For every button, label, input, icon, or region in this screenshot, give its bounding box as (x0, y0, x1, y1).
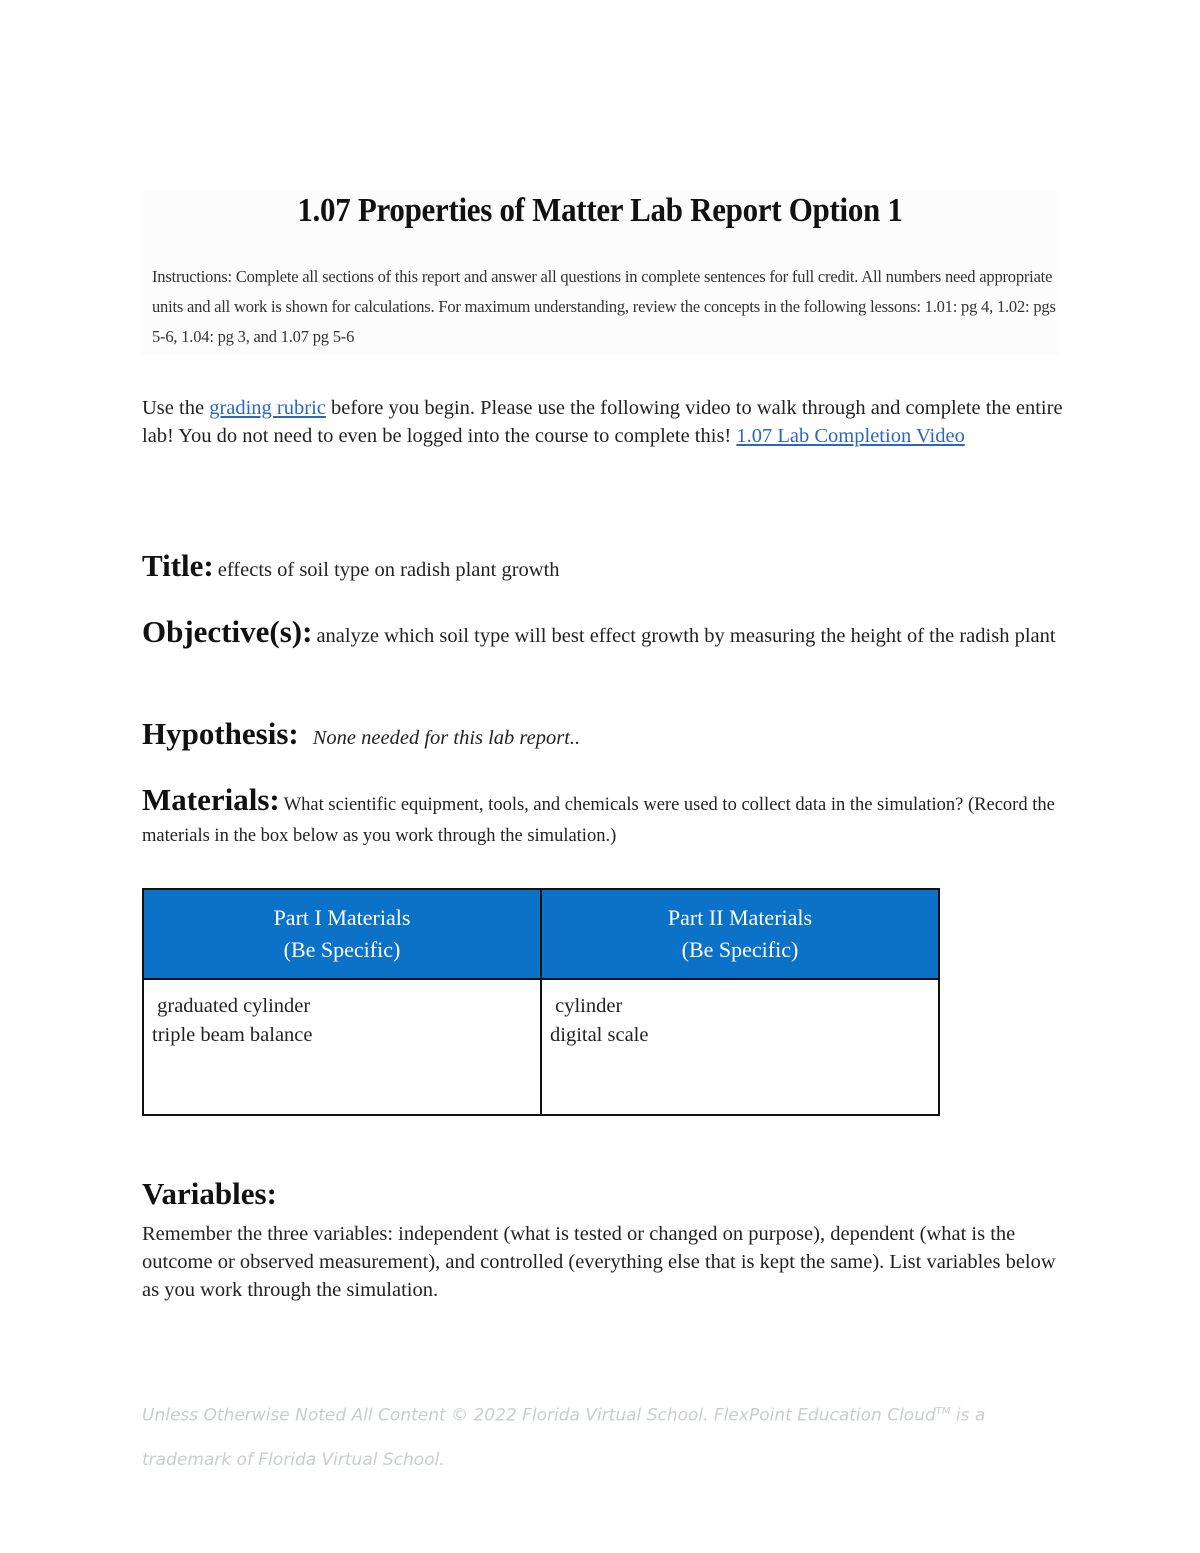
copyright-footer (142, 1390, 1042, 1482)
material-item: triple beam balance (152, 1024, 313, 1046)
material-item: graduated cylinder (152, 995, 311, 1017)
part-1-materials-cell[interactable] (143, 979, 541, 1115)
intro-paragraph (142, 394, 1072, 450)
material-item: digital scale (550, 1024, 649, 1046)
objective-section (142, 615, 1082, 654)
variables-text: Remember the three variables: independent (what is tested or changed on purpose), dependent (what is the outcome or observed measurement), and controlled (everything else that is kept the same). List variables below as you work through the simulation. (142, 1223, 1056, 1301)
header-line: (Be Specific) (681, 937, 799, 962)
variables-label: Variables: (142, 1176, 277, 1211)
material-item: cylinder (550, 995, 623, 1017)
instructions-text: Instructions: Complete all sections of this report and answer all questions in complete sentences for full credit. All numbers need appropriate units and all work is shown for calculations. For maximum understanding, review the concepts in the following lessons: 1.01: pg 4, 1.02: pgs 5-6, 1.04: pg 3, and 1.07 pg 5-6 (152, 267, 1056, 346)
grading-rubric-link[interactable]: grading rubric (209, 397, 326, 419)
materials-section (142, 784, 1082, 852)
part-1-header (143, 889, 541, 979)
hypothesis-label: Hypothesis: (142, 716, 299, 751)
materials-label: Materials: (142, 782, 280, 817)
header-banner (142, 190, 1058, 355)
objective-value: analyze which soil type will best effect growth by measuring the height of the radish plant (316, 625, 1056, 647)
header-line: (Be Specific) (283, 937, 401, 962)
title-section (142, 548, 1082, 590)
intro-text-middle: before you begin. Please use the following video to walk through and complete the entire lab! You do not need to even be logged into the course to complete this! (142, 397, 1063, 447)
header-line: Part I Materials (273, 905, 411, 930)
table-row (143, 979, 939, 1115)
materials-table (142, 888, 940, 1116)
part-2-materials-cell[interactable] (541, 979, 939, 1115)
hypothesis-value: None needed for this lab report.. (312, 727, 581, 749)
title-value: effects of soil type on radish plant growth (217, 559, 560, 581)
header-line: Part II Materials (667, 905, 813, 930)
hypothesis-section (142, 716, 1082, 758)
title-label: Title: (142, 548, 214, 583)
lab-video-link[interactable]: 1.07 Lab Completion Video (736, 425, 965, 447)
trademark-symbol: TM (935, 1406, 951, 1417)
materials-value: What scientific equipment, tools, and chemicals were used to collect data in the simulation? (Record the materials in the box below as you work through the simulation.) (142, 795, 1055, 846)
part-2-header (541, 889, 939, 979)
footer-text-end: is a trademark of Florida Virtual School. (142, 1405, 986, 1470)
footer-text-start: Unless Otherwise Noted All Content © 2022 Florida Virtual School. FlexPoint Education Cloud (142, 1405, 936, 1426)
intro-text-start: Use the (142, 397, 210, 419)
table-header-row (143, 889, 939, 979)
objective-label: Objective(s): (142, 614, 313, 649)
document-title: 1.07 Properties of Matter Lab Report Option 1 (297, 190, 903, 229)
